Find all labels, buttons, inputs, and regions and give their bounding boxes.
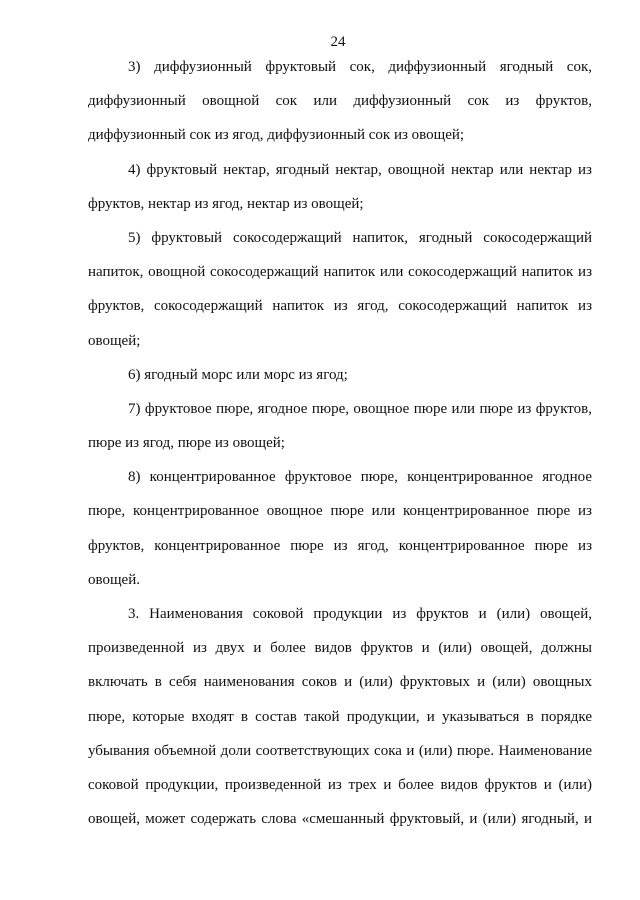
text-line: фруктов, концентрированное пюре из ягод, концентрированное пюре из (88, 537, 592, 554)
page-number: 24 (330, 34, 346, 50)
paragraph (88, 358, 592, 392)
paragraph (88, 392, 592, 460)
paragraph (88, 597, 592, 836)
text-line: напиток, овощной сокосодержащий напиток или сокосодержащий напиток из (88, 264, 592, 281)
text-line: 3) диффузионный фруктовый сок, диффузионный ягодный сок, (128, 59, 592, 75)
text-line: 5) фруктовый сокосодержащий напиток, ягодный сокосодержащий (128, 229, 592, 246)
text-line: убывания объемной доли соответствующих сока и (или) пюре. Наименование (88, 742, 592, 759)
text-line: диффузионный сок из ягод, диффузионный сок из овощей; (88, 127, 465, 144)
text-line: фруктов, сокосодержащий напиток из ягод, сокосодержащий напиток из (88, 298, 592, 315)
text-line: овощей; (88, 332, 141, 349)
text-line: пюре из ягод, пюре из овощей; (88, 435, 285, 452)
text-line: овощей. (88, 571, 140, 588)
text-line: диффузионный овощной сок или диффузионный сок из фруктов, (88, 93, 592, 110)
text-line: 4) фруктовый нектар, ягодный нектар, овощной нектар или нектар из (128, 161, 592, 178)
text-line: овощей, может содержать слова «смешанный фруктовый, и (или) ягодный, и (88, 811, 592, 828)
text-line: 6) ягодный морс или морс из ягод; (128, 366, 348, 383)
text-line: произведенной из двух и более видов фруктов и (или) овощей, должны (88, 640, 592, 657)
document-body (88, 50, 592, 836)
text-line: фруктов, нектар из ягод, нектар из овощей; (88, 195, 364, 212)
text-line: пюре, концентрированное овощное пюре или концентрированное пюре из (88, 503, 592, 520)
text-line: 3. Наименования соковой продукции из фруктов и (или) овощей, (128, 606, 592, 622)
paragraph (88, 460, 592, 597)
text-line: включать в себя наименования соков и (или) фруктовых и (или) овощных (88, 674, 592, 691)
paragraph (88, 221, 592, 358)
text-line: пюре, которые входят в состав такой продукции, и указываться в порядке (88, 708, 592, 725)
text-line: 7) фруктовое пюре, ягодное пюре, овощное пюре или пюре из фруктов, (128, 400, 592, 417)
paragraph (88, 153, 592, 221)
text-line: 8) концентрированное фруктовое пюре, концентрированное ягодное (128, 469, 592, 486)
paragraph (88, 50, 592, 153)
text-line: соковой продукции, произведенной из трех и более видов фруктов и (или) (88, 776, 592, 793)
